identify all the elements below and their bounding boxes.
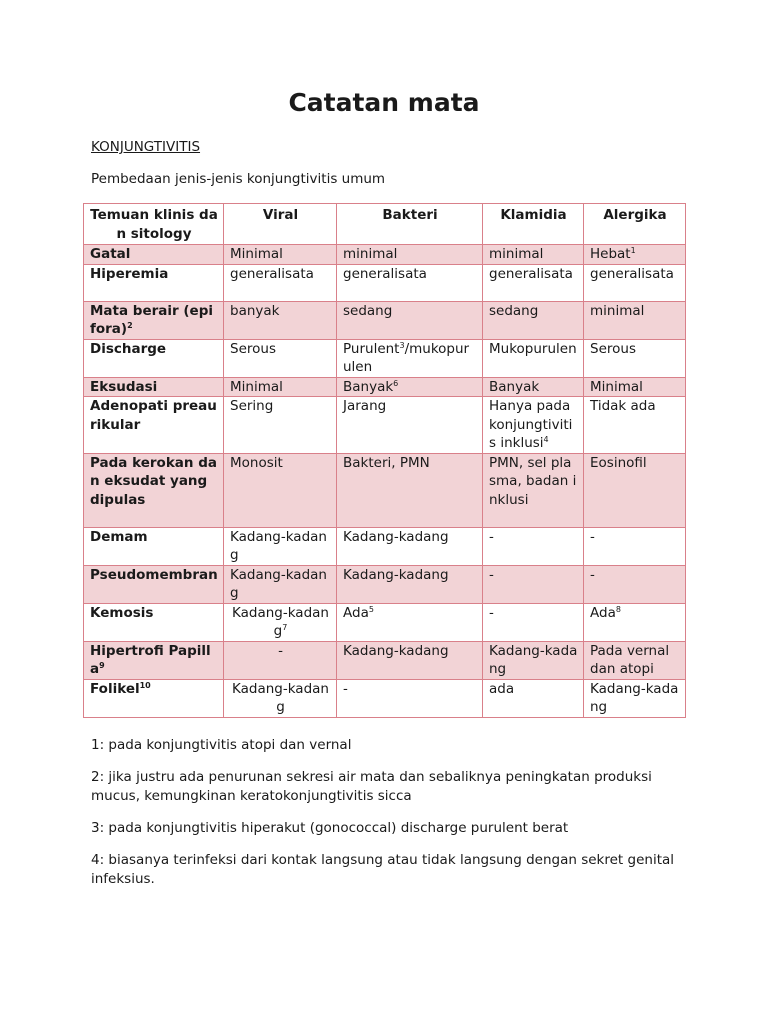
- value-cell: [337, 679, 483, 717]
- value-cell: [224, 453, 337, 527]
- value-cell: [483, 565, 584, 603]
- cell-text: Jarang: [343, 398, 387, 414]
- cell-text: Tidak ada: [590, 398, 656, 414]
- cell-text: minimal: [489, 246, 544, 262]
- value-cell: [584, 565, 686, 603]
- value-cell: [483, 679, 584, 717]
- value-cell: [483, 339, 584, 377]
- cell-text: Pada vernal dan atopi: [590, 642, 670, 677]
- header-cell: Alergika: [584, 204, 686, 245]
- footnotes: [91, 736, 681, 902]
- footnote-marker: 5: [368, 604, 374, 614]
- value-cell: [483, 301, 584, 339]
- cell-text: -: [489, 604, 494, 621]
- cell-text: Purulent: [343, 340, 400, 357]
- value-cell: [337, 527, 483, 565]
- feature-cell: [84, 527, 224, 565]
- cell-text: -: [489, 528, 494, 545]
- cell-text: Hipertrofi Papilla: [90, 642, 211, 677]
- cell-text: Pseudomembran: [90, 566, 218, 583]
- value-cell: [337, 301, 483, 339]
- cell-text: Kadang-kadang: [232, 680, 329, 715]
- cell-text: -: [343, 680, 348, 697]
- cell-text: generalisata: [489, 265, 573, 282]
- cell-text: Mukopurulen: [489, 340, 577, 357]
- cell-text: Sering: [230, 398, 274, 414]
- value-cell: [224, 397, 337, 454]
- value-cell: [483, 245, 584, 265]
- cell-text: /mukopurulen: [343, 340, 470, 375]
- cell-text: generalisata: [343, 265, 427, 282]
- value-cell: [337, 264, 483, 301]
- cell-text: -: [590, 528, 595, 545]
- footnote-marker: 10: [139, 680, 151, 690]
- value-cell: [483, 453, 584, 527]
- table-header-row: [84, 204, 686, 245]
- cell-text: Minimal: [230, 378, 283, 395]
- value-cell: [584, 527, 686, 565]
- value-cell: [483, 377, 584, 397]
- value-cell: [483, 603, 584, 641]
- cell-text: Kadang-kadang: [230, 528, 327, 563]
- header-cell: Bakteri: [337, 204, 483, 245]
- table-row: [84, 377, 686, 397]
- cell-text: Kadang-kadang: [343, 528, 449, 545]
- feature-cell: [84, 453, 224, 527]
- footnote-marker: 9: [99, 661, 105, 670]
- cell-text: Kadang-kadang: [343, 642, 449, 659]
- cell-text: Hebat: [590, 246, 631, 262]
- intro-text: Pembedaan jenis-jenis konjungtivitis umum: [91, 171, 386, 187]
- cell-text: Kadang-kadang: [489, 642, 578, 677]
- table-row: [84, 245, 686, 265]
- cell-text: Monosit: [230, 454, 283, 471]
- value-cell: [584, 453, 686, 527]
- feature-cell: [84, 245, 224, 265]
- footnote-marker: 6: [393, 378, 399, 388]
- feature-cell: [84, 339, 224, 377]
- page-title: Catatan mata: [288, 88, 480, 117]
- cell-text: Ada: [343, 604, 369, 621]
- table-row: [84, 264, 686, 301]
- feature-cell: [84, 641, 224, 679]
- value-cell: [584, 264, 686, 301]
- header-cell: Klamidia: [483, 204, 584, 245]
- value-cell: [224, 377, 337, 397]
- cell-text: Banyak: [489, 378, 540, 395]
- footnote-item: 1: pada konjungtivitis atopi dan vernal: [91, 737, 352, 753]
- table-row: [84, 527, 686, 565]
- cell-text: Minimal: [230, 246, 283, 262]
- cell-text: Gatal: [90, 246, 131, 262]
- table-row: [84, 565, 686, 603]
- feature-cell: [84, 264, 224, 301]
- value-cell: [337, 377, 483, 397]
- feature-cell: [84, 679, 224, 717]
- value-cell: [224, 679, 337, 717]
- value-cell: [224, 339, 337, 377]
- cell-text: sedang: [343, 302, 393, 319]
- table-row: [84, 603, 686, 641]
- footnote-marker: 8: [615, 604, 621, 614]
- cell-text: Ada: [590, 604, 616, 621]
- table-row: [84, 397, 686, 454]
- cell-text: generalisata: [230, 265, 314, 282]
- value-cell: [224, 301, 337, 339]
- conjunctivitis-table: [83, 203, 686, 718]
- cell-text: -: [489, 566, 494, 583]
- value-cell: [584, 301, 686, 339]
- table-row: [84, 339, 686, 377]
- value-cell: [483, 641, 584, 679]
- value-cell: [224, 565, 337, 603]
- cell-text: Adenopati preaurikular: [90, 398, 217, 433]
- value-cell: [337, 245, 483, 265]
- value-cell: [584, 603, 686, 641]
- cell-text: -: [278, 642, 283, 659]
- cell-text: ada: [489, 680, 515, 697]
- value-cell: [337, 339, 483, 377]
- table-row: [84, 641, 686, 679]
- value-cell: [584, 377, 686, 397]
- cell-text: Hiperemia: [90, 265, 169, 282]
- feature-cell: [84, 397, 224, 454]
- cell-text: -: [590, 566, 595, 583]
- cell-text: Discharge: [90, 340, 167, 357]
- cell-text: Serous: [590, 340, 636, 357]
- header-cell: Viral: [224, 204, 337, 245]
- feature-cell: [84, 301, 224, 339]
- value-cell: [584, 641, 686, 679]
- cell-text: Serous: [230, 340, 276, 357]
- value-cell: [337, 641, 483, 679]
- value-cell: [584, 679, 686, 717]
- cell-text: Mata berair (epifora): [90, 302, 213, 337]
- cell-text: Eosinofil: [590, 454, 647, 471]
- table-body: [84, 245, 686, 718]
- cell-text: banyak: [230, 302, 280, 319]
- footnote-item: 3: pada konjungtivitis hiperakut (gonococcal) discharge purulent berat: [91, 820, 569, 836]
- value-cell: [483, 264, 584, 301]
- table-row: [84, 679, 686, 717]
- value-cell: [224, 527, 337, 565]
- cell-text: PMN, sel plasma, badan inklusi: [489, 454, 577, 508]
- value-cell: [584, 339, 686, 377]
- value-cell: [337, 565, 483, 603]
- cell-text: Kadang-kadang: [230, 566, 327, 601]
- cell-text: Pada kerokan dan eksudat yang dipulas: [90, 454, 217, 508]
- footnote-marker: 7: [282, 623, 288, 632]
- footnote-item: 2: jika justru ada penurunan sekresi air mata dan sebaliknya peningkatan produksi mucus, kemungkinan keratokonjungtivitis sicca: [91, 769, 652, 804]
- value-cell: [584, 245, 686, 265]
- cell-text: Kadang-kadang: [343, 566, 449, 583]
- footnote-marker: 3: [399, 340, 405, 350]
- value-cell: [483, 397, 584, 454]
- cell-text: minimal: [590, 302, 645, 319]
- value-cell: [224, 264, 337, 301]
- cell-text: generalisata: [590, 265, 674, 282]
- feature-cell: [84, 603, 224, 641]
- value-cell: [337, 603, 483, 641]
- value-cell: [337, 397, 483, 454]
- cell-text: sedang: [489, 302, 539, 319]
- value-cell: [483, 527, 584, 565]
- cell-text: Folikel: [90, 680, 140, 697]
- cell-text: Eksudasi: [90, 378, 158, 395]
- cell-text: Kemosis: [90, 604, 154, 621]
- footnote-marker: 4: [543, 435, 549, 444]
- feature-cell: [84, 377, 224, 397]
- value-cell: [337, 453, 483, 527]
- value-cell: [224, 245, 337, 265]
- footnote-item: 4: biasanya terinfeksi dari kontak langsung atau tidak langsung dengan sekret genital infeksius.: [91, 852, 675, 887]
- cell-text: Banyak: [343, 378, 394, 395]
- cell-text: Minimal: [590, 378, 643, 395]
- cell-text: Kadang-kadang: [232, 604, 329, 639]
- table-row: [84, 301, 686, 339]
- cell-text: Demam: [90, 528, 148, 545]
- value-cell: [584, 397, 686, 454]
- value-cell: [224, 641, 337, 679]
- cell-text: minimal: [343, 246, 398, 262]
- feature-cell: [84, 565, 224, 603]
- cell-text: Hanya pada konjungtivitis inklusi: [489, 398, 573, 451]
- footnote-marker: 1: [630, 246, 636, 255]
- footnote-marker: 2: [127, 321, 133, 330]
- cell-text: Kadang-kadang: [590, 680, 679, 715]
- header-cell: Temuan klinis dan sitology: [84, 204, 224, 245]
- cell-text: Bakteri, PMN: [343, 454, 430, 471]
- section-heading: KONJUNGTIVITIS: [91, 139, 201, 155]
- table-row: [84, 453, 686, 527]
- value-cell: [224, 603, 337, 641]
